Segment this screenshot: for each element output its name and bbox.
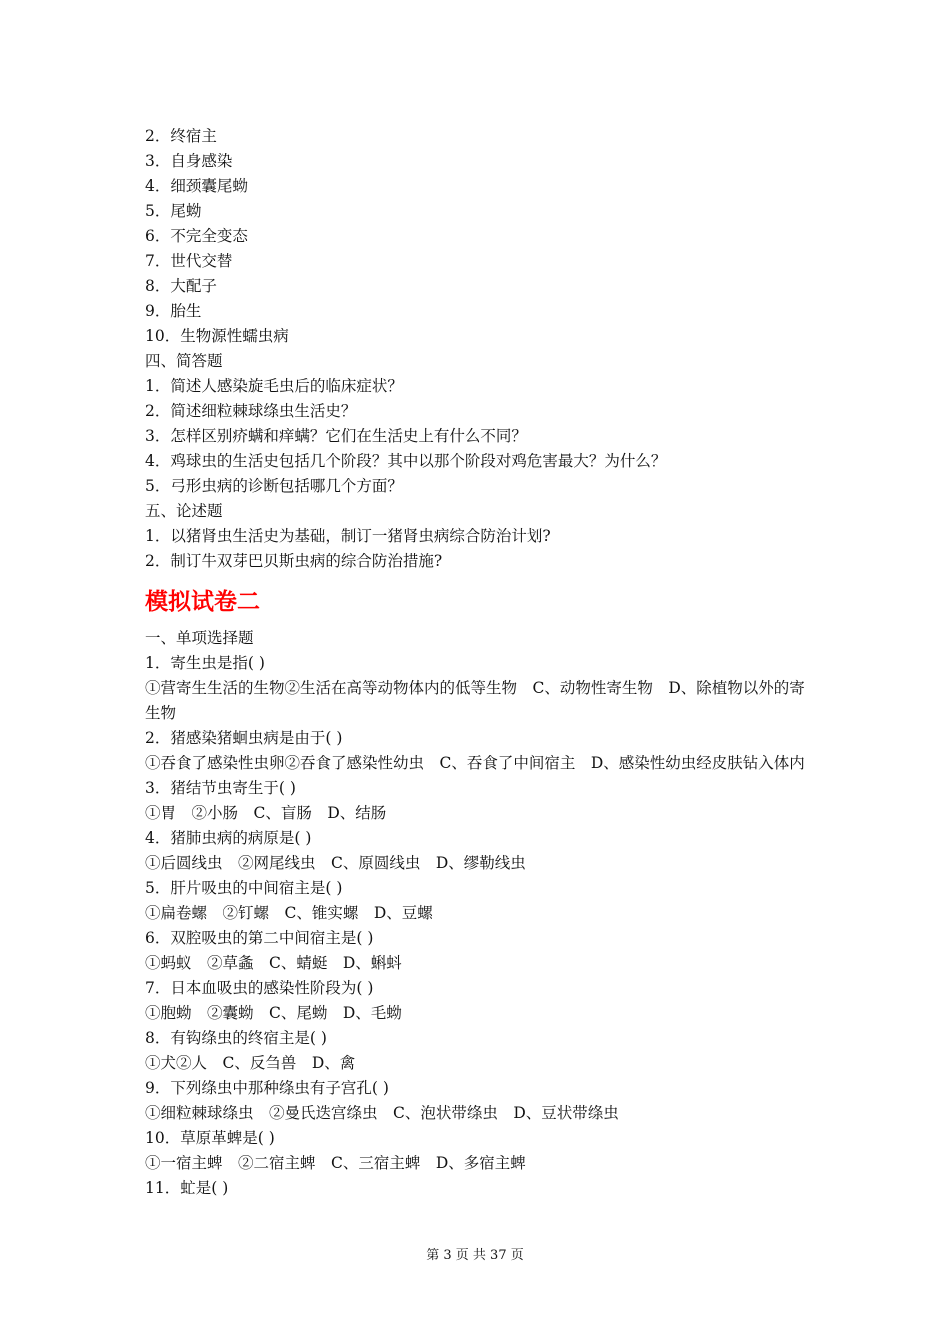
section-heading-multiple-choice: 一、单项选择题 [145,629,254,647]
question-text: 7．日本血吸虫的感染性阶段为( ) [145,979,374,997]
list-item: 8．大配子 [145,277,217,295]
question-options: ①后圆线虫 ②网尾线虫 C、原圆线虫 D、缪勒线虫 [145,854,526,872]
section-3-list [145,124,815,349]
page-footer: 第 3 页 共 37 页 [426,1248,524,1263]
section-heading-short-answer: 四、简答题 [145,352,223,370]
question-text: 5．肝片吸虫的中间宿主是( ) [145,879,343,897]
question-options: ①营寄生生活的生物②生活在高等动物体内的低等生物 C、动物性寄生物 D、除植物以外的寄生物 [145,679,805,722]
question-text: 2．猪感染猪蛔虫病是由于( ) [145,729,343,747]
list-item: 3．怎样区别疥螨和痒螨？它们在生活史上有什么不同？ [145,427,527,445]
list-item: 1．以猪肾虫生活史为基础，制订一猪肾虫病综合防治计划? [145,527,551,545]
question-text: 10．草原革蜱是( ) [145,1129,275,1147]
list-item: 4．鸡球虫的生活史包括几个阶段？其中以那个阶段对鸡危害最大？为什么？ [145,452,667,470]
list-item: 2．简述细粒棘球绦虫生活史？ [145,402,357,420]
question-options: ①一宿主蜱 ②二宿主蜱 C、三宿主蜱 D、多宿主蜱 [145,1154,526,1172]
list-item: 10．生物源性蠕虫病 [145,327,289,345]
list-item: 4．细颈囊尾蚴 [145,177,248,195]
list-item: 7．世代交替 [145,252,233,270]
section-heading-essay: 五、论述题 [145,502,223,520]
question-text: 4．猪肺虫病的病原是( ) [145,829,312,847]
list-item: 1．简述人感染旋毛虫后的临床症状？ [145,377,403,395]
question-options: ①胞蚴 ②囊蚴 C、尾蚴 D、毛蚴 [145,1004,402,1022]
exam-title: 模拟试卷二 [145,589,260,615]
list-item: 2．终宿主 [145,127,217,145]
question-text: 8．有钩绦虫的终宿主是( ) [145,1029,327,1047]
section-5-list [145,524,815,574]
question-text: 1．寄生虫是指( ) [145,654,265,672]
question-options: ①吞食了感染性虫卵②吞食了感染性幼虫 C、吞食了中间宿主 D、感染性幼虫经皮肤钻入体内 [145,754,805,772]
question-options: ①细粒棘球绦虫 ②曼氏迭宫绦虫 C、泡状带绦虫 D、豆状带绦虫 [145,1104,619,1122]
list-item: 6．不完全变态 [145,227,248,245]
question-options: ①蚂蚁 ②草螽 C、蜻蜓 D、蝌蚪 [145,954,402,972]
question-options: ①扁卷螺 ②钉螺 C、锥实螺 D、豆螺 [145,904,433,922]
question-text: 6．双腔吸虫的第二中间宿主是( ) [145,929,374,947]
section-4-list [145,374,815,499]
list-item: 5．弓形虫病的诊断包括哪几个方面？ [145,477,403,495]
list-item: 5．尾蚴 [145,202,202,220]
question-options: ①胃 ②小肠 C、盲肠 D、结肠 [145,804,387,822]
list-item: 9．胎生 [145,302,202,320]
question-options: ①犬②人 C、反刍兽 D、禽 [145,1054,356,1072]
question-text: 3．猪结节虫寄生于( ) [145,779,296,797]
list-item: 3．自身感染 [145,152,233,170]
question-list [145,651,815,1201]
question-text: 9．下列绦虫中那种绦虫有子宫孔( ) [145,1079,389,1097]
list-item: 2．制订牛双芽巴贝斯虫病的综合防治措施? [145,552,443,570]
question-text: 11．虻是( ) [145,1179,229,1197]
document-page [145,124,815,1201]
